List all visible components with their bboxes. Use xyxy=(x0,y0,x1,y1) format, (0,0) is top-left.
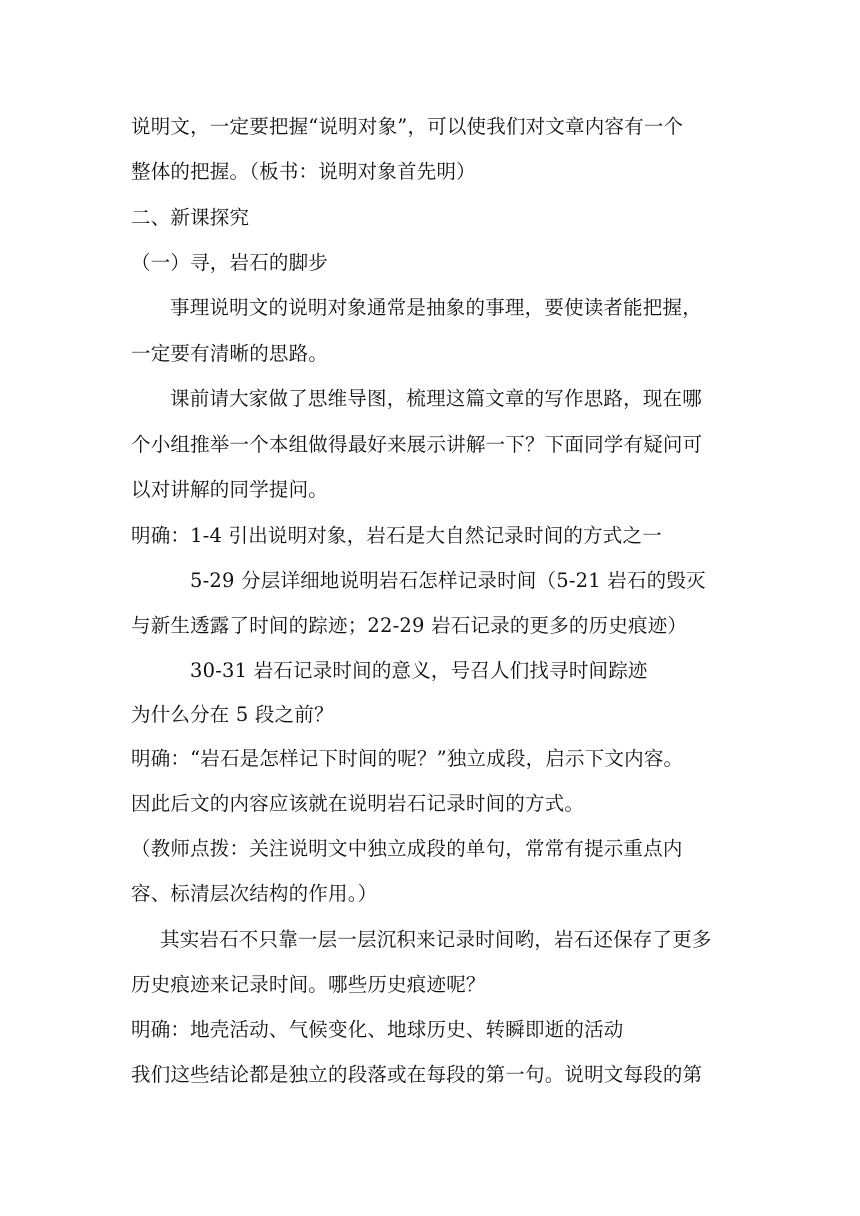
text-line-9: 以对讲解的同学提问。 xyxy=(131,478,329,501)
subsection-heading: （一）寻，岩石的脚步 xyxy=(131,251,329,274)
text-line-10: 明确：1-4 引出说明对象，岩石是大自然记录时间的方式之一 xyxy=(131,524,662,547)
text-line-5: 事理说明文的说明对象通常是抽象的事理，要使读者能把握， xyxy=(170,296,702,319)
text-line-12: 与新生透露了时间的踪迹；22-29 岩石记录的更多的历史痕迹） xyxy=(131,614,688,637)
section-heading: 二、新课探究 xyxy=(131,206,250,229)
text-line-15: 明确：“岩石是怎样记下时间的呢？”独立成段，启示下文内容。 xyxy=(131,747,684,770)
text-line-19: 其实岩石不只靠一层一层沉积来记录时间哟，岩石还保存了更多 xyxy=(160,928,712,951)
text-line-11: 5-29 分层详细地说明岩石怎样记录时间（5-21 岩石的毁灭 xyxy=(190,569,706,592)
text-line-6: 一定要有清晰的思路。 xyxy=(131,342,329,365)
text-line-20: 历史痕迹来记录时间。哪些历史痕迹呢？ xyxy=(131,973,486,996)
text-line-18: 容、标清层次结构的作用。） xyxy=(131,882,378,905)
text-line-8: 个小组推举一个本组做得最好来展示讲解一下？下面同学有疑问可 xyxy=(131,433,703,456)
text-line-14: 为什么分在 5 段之前？ xyxy=(131,703,334,726)
text-line-16: 因此后文的内容应该就在说明岩石记录时间的方式。 xyxy=(131,792,585,815)
text-line-2: 整体的把握。（板书：说明对象首先明） xyxy=(131,160,476,183)
text-line-17: （教师点拨：关注说明文中独立成段的单句，常常有提示重点内 xyxy=(131,837,683,860)
text-line-7: 课前请大家做了思维导图，梳理这篇文章的写作思路，现在哪 xyxy=(170,387,702,410)
text-line-22: 我们这些结论都是独立的段落或在每段的第一句。说明文每段的第 xyxy=(131,1063,703,1086)
text-line-21: 明确：地壳活动、气候变化、地球历史、转瞬即逝的活动 xyxy=(131,1018,624,1041)
text-line-1: 说明文，一定要把握“说明对象”，可以使我们对文章内容有一个 xyxy=(131,115,684,138)
text-line-13: 30-31 岩石记录时间的意义，号召人们找寻时间踪迹 xyxy=(190,659,648,682)
